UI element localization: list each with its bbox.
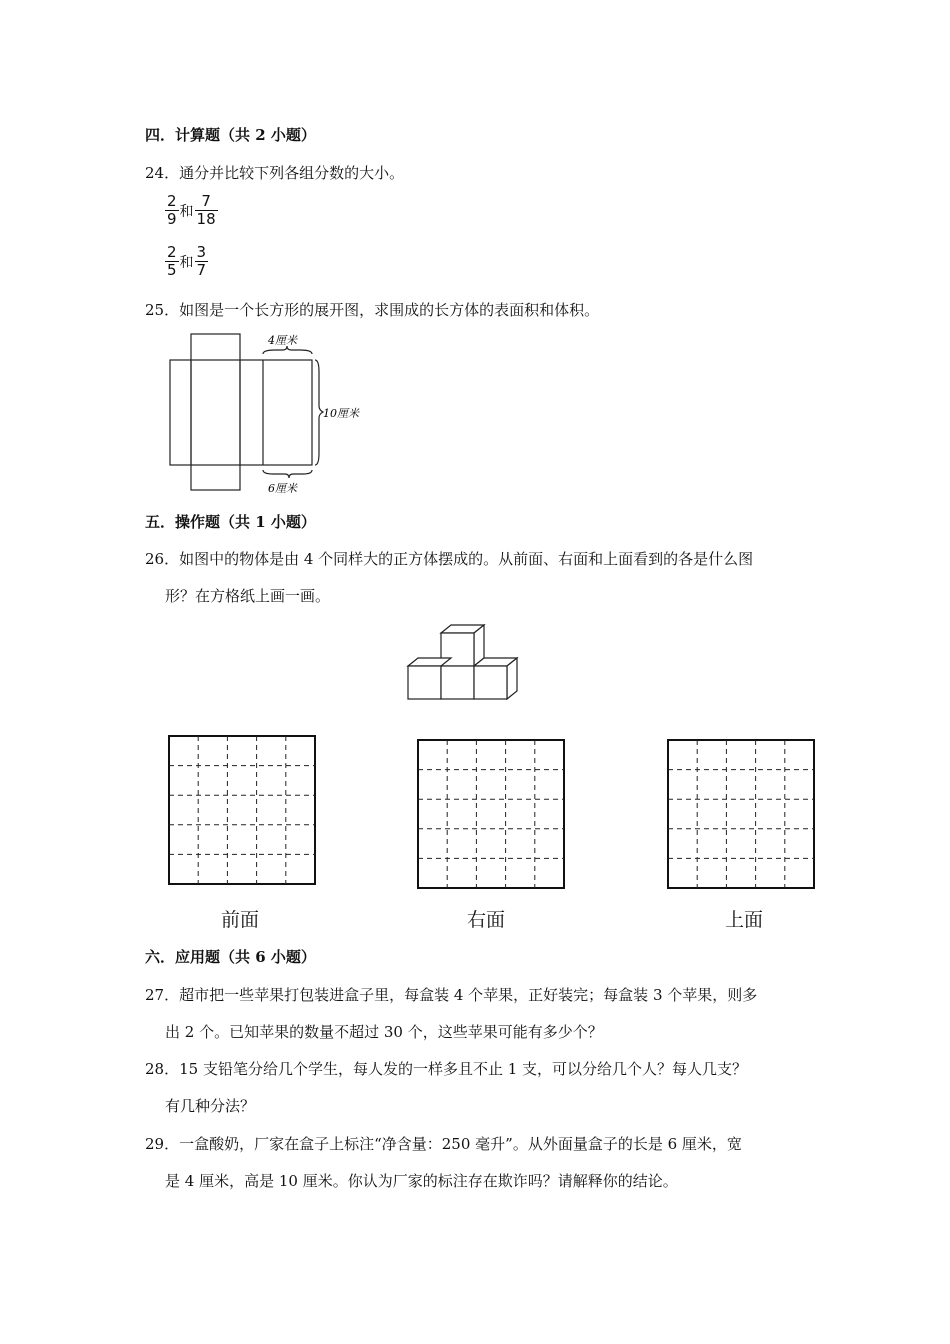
and-word: 和 <box>179 254 194 271</box>
grid-label-top: 上面 <box>724 909 763 931</box>
fraction <box>195 193 218 228</box>
label-6cm: 6厘米 <box>268 482 297 495</box>
grid-border <box>169 736 315 884</box>
question-26-line1: 26．如图中的物体是由 4 个同样大的正方体摆成的。从前面、右面和上面看到的各是什么图 <box>145 550 754 568</box>
section-heading-6: 六．应用题（共 6 小题） <box>145 948 316 966</box>
fraction <box>165 193 179 228</box>
denominator: 9 <box>167 210 177 228</box>
grid-top-view[interactable] <box>667 739 815 889</box>
label-4cm: 4厘米 <box>268 334 297 347</box>
numerator: 2 <box>167 192 177 210</box>
question-28-line2: 有几种分法？ <box>165 1097 256 1115</box>
fraction-pair-1 <box>165 193 218 228</box>
grid-label-front: 前面 <box>220 909 259 931</box>
cube-figure <box>405 623 520 703</box>
question-29-line1: 29．一盒酸奶，厂家在盒子上标注“净含量：250 毫升”。从外面量盒子的长是 6 厘米，宽 <box>145 1135 742 1153</box>
question-29-line2: 是 4 厘米，高是 10 厘米。你认为厂家的标注存在欺诈吗？请解释你的结论。 <box>165 1172 678 1190</box>
numerator: 2 <box>167 243 177 261</box>
question-25-text: 25．如图是一个长方形的展开图，求围成的长方体的表面积和体积。 <box>145 301 600 319</box>
denominator: 7 <box>196 261 207 279</box>
denominator: 18 <box>196 210 216 228</box>
grid-label-right: 右面 <box>466 909 505 931</box>
box-net-diagram <box>165 328 380 500</box>
question-27-line1: 27．超市把一些苹果打包装进盒子里，每盒装 4 个苹果，正好装完；每盒装 3 个苹果，则多 <box>145 986 758 1004</box>
question-27-line2: 出 2 个。已知苹果的数量不超过 30 个，这些苹果可能有多少个？ <box>165 1023 603 1041</box>
fraction <box>195 244 209 279</box>
question-26-line2: 形？在方格纸上画一画。 <box>165 587 331 605</box>
label-10cm: 10厘米 <box>323 407 359 420</box>
grid-border <box>668 740 814 888</box>
fraction-pair-2 <box>165 244 208 279</box>
grid-front-view[interactable] <box>168 735 316 885</box>
denominator: 5 <box>167 261 177 279</box>
grid-right-view[interactable] <box>417 739 565 889</box>
fraction <box>165 244 179 279</box>
net-top-bottom-strip <box>191 334 240 490</box>
numerator: 7 <box>201 192 211 210</box>
question-28-line1: 28．15 支铅笔分给几个学生，每人发的一样多且不止 1 支，可以分给几个人？每人几支？ <box>145 1060 748 1078</box>
section-heading-4: 四．计算题（共 2 小题） <box>145 126 316 144</box>
question-24-text: 24．通分并比较下列各组分数的大小。 <box>145 164 405 182</box>
and-word: 和 <box>179 203 194 220</box>
numerator: 3 <box>196 243 207 261</box>
section-heading-5: 五．操作题（共 1 小题） <box>145 513 316 531</box>
grid-border <box>418 740 564 888</box>
